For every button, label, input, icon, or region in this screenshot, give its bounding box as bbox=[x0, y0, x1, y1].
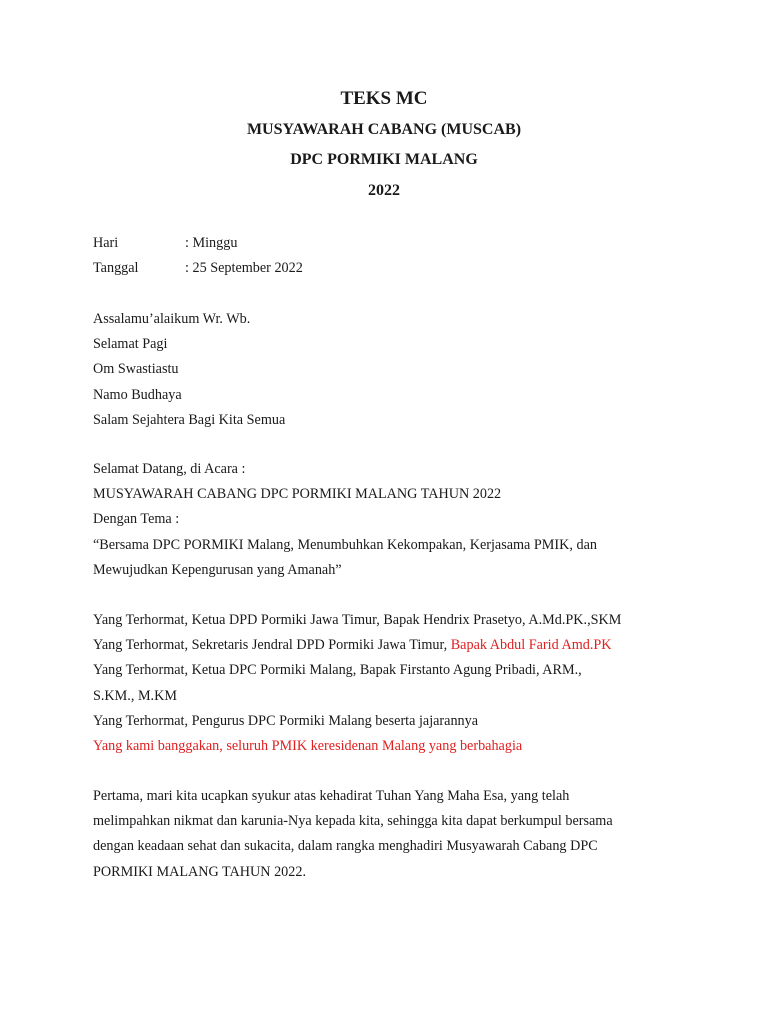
paragraph-line: dengan keadaan sehat dan sukacita, dalam rangka menghadiri Musyawarah Cabang DPC bbox=[93, 838, 598, 855]
respect-line bbox=[93, 633, 673, 658]
document-subtitle: MUSYAWARAH CABANG (MUSCAB) bbox=[246, 121, 522, 138]
paragraph-line: Pertama, mari kita ucapkan syukur atas kehadirat Tuhan Yang Maha Esa, yang telah bbox=[93, 788, 570, 804]
info-row-date bbox=[93, 256, 673, 281]
theme-text-line: Mewujudkan Kepengurusan yang Amanah” bbox=[93, 561, 342, 578]
paragraph-line: melimpahkan nikmat dan karunia-Nya kepada kita, sehingga kita dapat berkumpul bersama bbox=[93, 813, 613, 830]
welcome-intro: Selamat Datang, di Acara : bbox=[93, 461, 246, 477]
info-label: Hari bbox=[93, 235, 119, 251]
greeting-line: Assalamu’alaikum Wr. Wb. bbox=[93, 311, 251, 327]
highlighted-guest-name: Bapak Abdul Farid Amd.PK bbox=[450, 637, 612, 654]
event-info bbox=[93, 231, 673, 281]
info-value: : Minggu bbox=[185, 235, 238, 251]
info-label: Tanggal bbox=[93, 260, 139, 277]
opening-paragraph bbox=[93, 784, 673, 885]
greeting-line: Namo Budhaya bbox=[93, 386, 182, 403]
welcome-section bbox=[93, 457, 673, 583]
document-title: TEKS MC bbox=[340, 88, 428, 109]
greeting-line: Salam Sejahtera Bagi Kita Semua bbox=[93, 411, 286, 428]
theme-label: Dengan Tema : bbox=[93, 511, 180, 528]
greetings bbox=[93, 307, 673, 433]
info-row-day bbox=[93, 231, 673, 256]
respect-line: Yang Terhormat, Ketua DPD Pormiki Jawa Timur, Bapak Hendrix Prasetyo, A.Md.PK.,SKM bbox=[93, 612, 622, 628]
document-organization: DPC PORMIKI MALANG bbox=[290, 151, 478, 168]
respect-line: Yang Terhormat, Pengurus DPC Pormiki Malang beserta jajarannya bbox=[93, 712, 479, 729]
info-value: : 25 September 2022 bbox=[185, 260, 303, 277]
highlighted-respect-line: Yang kami banggakan, seluruh PMIK keresidenan Malang yang berbahagia bbox=[93, 738, 523, 755]
respect-line: Yang Terhormat, Ketua DPC Pormiki Malang, Bapak Firstanto Agung Pribadi, ARM., bbox=[93, 662, 582, 679]
greeting-line: Om Swastiastu bbox=[93, 361, 179, 378]
theme-text-line: “Bersama DPC PORMIKI Malang, Menumbuhkan Kekompakan, Kerjasama PMIK, dan bbox=[93, 536, 597, 553]
honored-guests bbox=[93, 608, 673, 759]
respect-line-prefix: Yang Terhormat, Sekretaris Jendral DPD Pormiki Jawa Timur, bbox=[93, 637, 451, 654]
respect-line: S.KM., M.KM bbox=[93, 687, 177, 704]
greeting-line: Selamat Pagi bbox=[93, 336, 168, 353]
event-name: MUSYAWARAH CABANG DPC PORMIKI MALANG TAHUN 2022 bbox=[93, 486, 502, 503]
document-year: 2022 bbox=[368, 182, 400, 199]
paragraph-line: PORMIKI MALANG TAHUN 2022. bbox=[93, 863, 306, 880]
